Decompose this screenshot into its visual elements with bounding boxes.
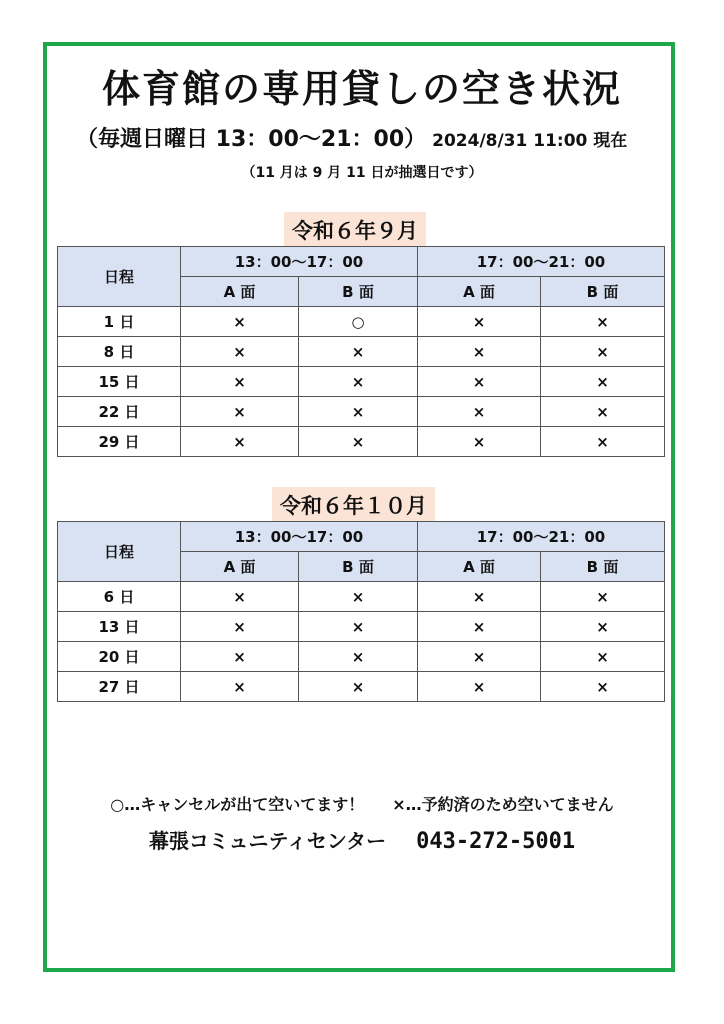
availability-cell: × (181, 582, 299, 612)
availability-cell: × (299, 612, 418, 642)
availability-cell: × (418, 427, 541, 457)
availability-cell: × (299, 397, 418, 427)
availability-cell: × (541, 642, 665, 672)
header-court-a: A 面 (181, 552, 299, 582)
availability-cell: × (181, 672, 299, 702)
availability-cell: × (418, 307, 541, 337)
availability-cell: × (299, 672, 418, 702)
as-of-timestamp: 2024/8/31 11:00 現在 (432, 131, 628, 151)
availability-cell: × (418, 337, 541, 367)
availability-cell: × (299, 367, 418, 397)
header-court-b: B 面 (299, 277, 418, 307)
availability-cell: ○ (299, 307, 418, 337)
availability-cell: × (418, 672, 541, 702)
row-date: 29 日 (58, 427, 181, 457)
header-court-b: B 面 (541, 277, 665, 307)
schedule-table-october (57, 521, 665, 702)
availability-cell: × (541, 367, 665, 397)
row-date: 13 日 (58, 612, 181, 642)
header-slot-evening: 17：00～21：00 (418, 247, 665, 277)
availability-cell: × (418, 612, 541, 642)
row-date: 6 日 (58, 582, 181, 612)
table-row (58, 672, 665, 702)
legend-available: ○…キャンセルが出て空いてます！ (110, 795, 365, 814)
availability-cell: × (299, 642, 418, 672)
center-name: 幕張コミュニティセンター (148, 829, 387, 853)
header-slot-afternoon: 13：00～17：00 (181, 247, 418, 277)
availability-cell: × (418, 582, 541, 612)
header-court-b: B 面 (541, 552, 665, 582)
table-row (58, 397, 665, 427)
availability-cell: × (541, 307, 665, 337)
availability-cell: × (418, 397, 541, 427)
availability-cell: × (181, 427, 299, 457)
availability-cell: × (181, 612, 299, 642)
row-date: 8 日 (58, 337, 181, 367)
lottery-note: （11 月は 9 月 11 日が抽選日です） (241, 165, 483, 181)
availability-cell: × (181, 642, 299, 672)
subtitle (76, 122, 627, 153)
availability-cell: × (541, 337, 665, 367)
phone-number: 043-272-5001 (416, 829, 576, 854)
table-row (58, 427, 665, 457)
availability-cell: × (181, 397, 299, 427)
header-date: 日程 (58, 247, 181, 307)
row-date: 15 日 (58, 367, 181, 397)
contact-info (0, 825, 724, 854)
availability-cell: × (418, 642, 541, 672)
header-slot-evening: 17：00～21：00 (418, 522, 665, 552)
availability-cell: × (541, 427, 665, 457)
availability-cell: × (299, 337, 418, 367)
header-court-b: B 面 (299, 552, 418, 582)
availability-cell: × (541, 612, 665, 642)
table-row (58, 612, 665, 642)
header-court-a: A 面 (181, 277, 299, 307)
header-date: 日程 (58, 522, 181, 582)
availability-cell: × (299, 582, 418, 612)
header-slot-afternoon: 13：00～17：00 (181, 522, 418, 552)
legend (0, 792, 724, 815)
row-date: 20 日 (58, 642, 181, 672)
legend-reserved: ×…予約済のため空いてません (392, 795, 614, 814)
schedule-table-september (57, 246, 665, 457)
availability-cell: × (181, 337, 299, 367)
table-row (58, 307, 665, 337)
month-title-october: 令和６年１０月 (272, 487, 435, 523)
row-date: 1 日 (58, 307, 181, 337)
table-row (58, 367, 665, 397)
table-row (58, 337, 665, 367)
header-court-a: A 面 (418, 552, 541, 582)
availability-cell: × (541, 672, 665, 702)
month-title-september: 令和６年９月 (284, 212, 426, 248)
availability-cell: × (541, 397, 665, 427)
row-date: 22 日 (58, 397, 181, 427)
table-row (58, 642, 665, 672)
availability-cell: × (181, 307, 299, 337)
header-court-a: A 面 (418, 277, 541, 307)
availability-cell: × (541, 582, 665, 612)
availability-cell: × (181, 367, 299, 397)
availability-cell: × (418, 367, 541, 397)
availability-cell: × (299, 427, 418, 457)
schedule-hours: （毎週日曜日 13：00～21：00） (76, 127, 427, 152)
table-row (58, 582, 665, 612)
row-date: 27 日 (58, 672, 181, 702)
page-title: 体育館の専用貸しの空き状況 (101, 67, 622, 111)
